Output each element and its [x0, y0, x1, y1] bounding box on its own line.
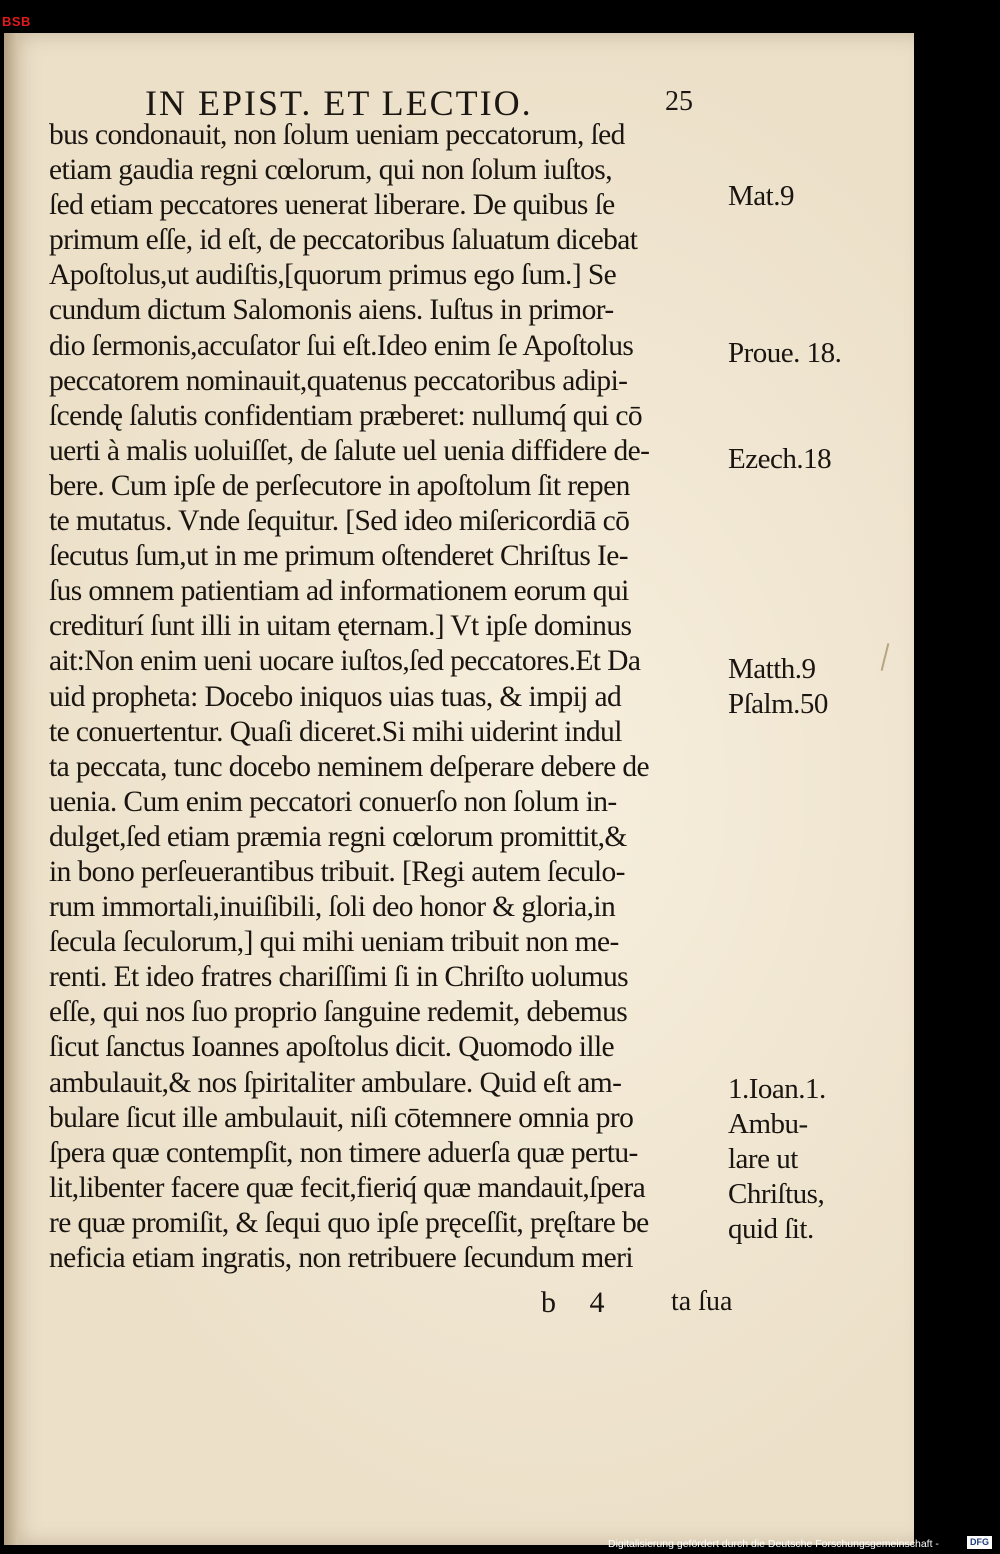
- text-line: uid propheta: Docebo iniquos uias tuas, & impij ad: [49, 680, 622, 713]
- text-line: eſſe, qui nos ſuo proprio ſanguine redemit, debemus: [49, 996, 628, 1029]
- text-line: rum immortali,inuiſibili, ſoli deo honor & gloria,in: [49, 891, 616, 924]
- margin-note: Chriſtus,: [728, 1178, 825, 1210]
- text-line: ambulauit,& nos ſpiritaliter ambulare. Quid eſt am-: [49, 1066, 622, 1099]
- text-line: cundum dictum Salomonis aiens. Iuſtus in primor-: [49, 294, 614, 327]
- dfg-logo: DFG: [967, 1536, 992, 1549]
- text-line: te mutatus. Vnde ſequitur. [Sed ideo miſericordiā cō: [49, 505, 630, 538]
- text-line: lit,libenter facere quæ fecit,fieriq́ quæ mandauit,ſpera: [49, 1171, 646, 1204]
- margin-note: Ambu-: [728, 1108, 808, 1140]
- margin-note: Proue. 18.: [728, 337, 842, 369]
- text-line: uerti à malis uoluiſſet, de ſalute uel uenia diffidere de-: [49, 434, 650, 467]
- text-line: re quæ promiſit, & ſequi quo ipſe pręceſſit, pręſtare be: [49, 1206, 649, 1239]
- page-gutter-shadow: [4, 33, 18, 1545]
- text-line: te conuertentur. Quaſi diceret.Si mihi uiderint indul: [49, 715, 622, 748]
- margin-note: quid ſit.: [728, 1213, 814, 1245]
- paper-mark: [881, 643, 890, 671]
- catchword: ta ſua: [671, 1286, 733, 1317]
- text-line: in bono perſeuerantibus tribuit. [Regi autem ſeculo-: [49, 855, 625, 888]
- margin-note: Pſalm.50: [728, 688, 828, 720]
- text-line: primum eſſe, id eſt, de peccatoribus ſaluatum dicebat: [49, 224, 638, 257]
- text-line: neficia etiam ingratis, non retribuere ſecundum meri: [49, 1242, 633, 1274]
- text-line: ait:Non enim ueni uocare iuſtos,ſed peccatores.Et Da: [49, 645, 641, 678]
- text-line: ſed etiam peccatores uenerat liberare. De quibus ſe: [49, 189, 615, 222]
- text-line: dio ſermonis,accuſator ſui eſt.Ideo enim ſe Apoſtolus: [49, 329, 634, 362]
- margin-note: lare ut: [728, 1143, 798, 1175]
- text-line: ta peccata, tunc docebo neminem deſperare debere de: [49, 750, 650, 783]
- body-text: [49, 118, 739, 1276]
- text-line: bus condonauit, non ſolum ueniam peccatorum, ſed: [49, 119, 625, 151]
- margin-note: 1.Ioan.1.: [728, 1073, 826, 1105]
- text-line: ſecutus ſum,ut in me primum oſtenderet Chriſtus Ie-: [49, 540, 628, 573]
- text-line: dulget,ſed etiam præmia regni cœlorum promittit,&: [49, 820, 627, 853]
- text-line: peccatorem nominauit,quatenus peccatoribus adipi-: [49, 364, 628, 397]
- margin-note: Mat.9: [728, 180, 794, 212]
- text-line: ſpera quæ contempſit, non timere aduerſa quæ pertu-: [49, 1136, 638, 1169]
- folio-number: 25: [665, 86, 693, 117]
- text-line: ſcendę ſalutis confidentiam præberet: nullumq́ qui cō: [49, 399, 643, 432]
- text-line: renti. Et ideo fratres chariſſimi ſi in Chriſto uolumus: [49, 961, 629, 994]
- bsb-logo: BSB: [2, 14, 31, 29]
- text-line: uenia. Cum enim peccatori conuerſo non ſolum in-: [49, 785, 617, 818]
- funding-footer: Digitalisierung gefördert durch die Deutsche Forschungsgemeinschaft -: [608, 1538, 939, 1550]
- text-line: crediturí ſunt illi in uitam ęternam.] Vt ipſe dominus: [49, 610, 632, 643]
- margin-note: Matth.9: [728, 653, 816, 685]
- running-head: IN EPIST. ET LECTIO.: [145, 83, 533, 123]
- text-line: etiam gaudia regni cœlorum, qui non ſolum iuſtos,: [49, 154, 612, 187]
- text-line: ſus omnem patientiam ad informationem eorum qui: [49, 575, 629, 608]
- text-line: bere. Cum ipſe de perſecutore in apoſtolum ſit repen: [49, 469, 630, 502]
- margin-note: Ezech.18: [728, 443, 832, 475]
- text-line: bulare ſicut ille ambulauit, niſi cōtemnere omnia pro: [49, 1101, 634, 1134]
- text-line: ſecula ſeculorum,] qui mihi ueniam tribuit non me-: [49, 926, 619, 959]
- signature-mark: b 4: [541, 1286, 605, 1319]
- text-line: Apoſtolus,ut audiſtis,[quorum primus ego ſum.] Se: [49, 259, 617, 292]
- text-line: ſicut ſanctus Ioannes apoſtolus dicit. Quomodo ille: [49, 1031, 615, 1064]
